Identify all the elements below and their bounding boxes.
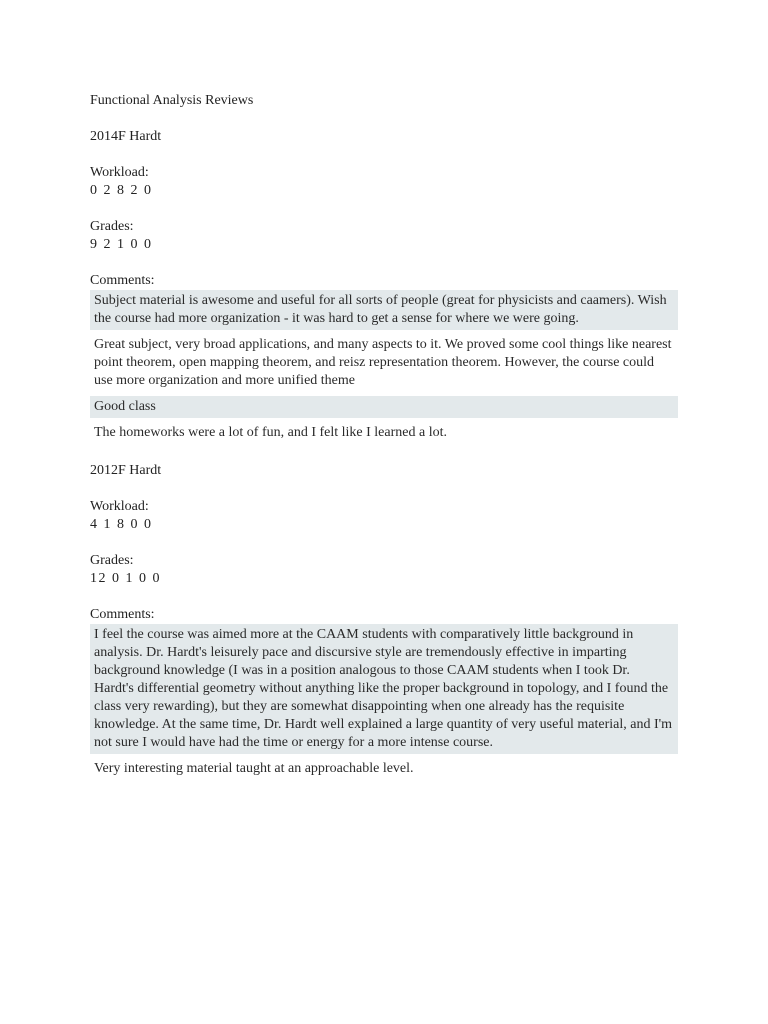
workload-field (90, 498, 678, 534)
grades-label: Grades: (90, 553, 134, 568)
comment-item: The homeworks were a lot of fun, and I felt like I learned a lot. (90, 422, 678, 444)
comment-item: I feel the course was aimed more at the CAAM students with comparatively little background in analysis. Dr. Hardt's leisurely pace and discursive style are tremendously effective in imparting background knowledge (I was in a position analogous to those CAAM students when I took Dr. Hardt's differential geometry without anything like the proper background in topology, and I found the class very rewarding), but they are somewhat disappointing when one already has the requisite knowledge. At the same time, Dr. Hardt well explained a large quantity of very useful material, and I'm not sure I would have had the time or energy for a more intense course. (90, 624, 678, 754)
course-section (90, 128, 678, 444)
workload-value: 0 2 8 2 0 (90, 183, 153, 198)
workload-value: 4 1 8 0 0 (90, 517, 153, 532)
grades-label: Grades: (90, 219, 134, 234)
workload-field (90, 164, 678, 200)
course-term: 2012F Hardt (90, 463, 162, 478)
workload-label: Workload: (90, 499, 149, 514)
comments-label: Comments: (90, 273, 155, 288)
comment-item: Good class (90, 396, 678, 418)
comment-item: Great subject, very broad applications, and many aspects to it. We proved some cool things like nearest point theorem, open mapping theorem, and reisz representation theorem. However, the course could use more organization and more unified theme (90, 334, 678, 392)
grades-value: 12 0 1 0 0 (90, 571, 161, 586)
course-term: 2014F Hardt (90, 129, 162, 144)
grades-value: 9 2 1 0 0 (90, 237, 153, 252)
document-page (90, 92, 678, 784)
comment-item: Subject material is awesome and useful for all sorts of people (great for physicists and caamers). Wish the course had more organization - it was hard to get a sense for where we were going. (90, 290, 678, 330)
workload-label: Workload: (90, 165, 149, 180)
course-section (90, 462, 678, 780)
comment-item: Very interesting material taught at an approachable level. (90, 758, 678, 780)
grades-field (90, 218, 678, 254)
comments-label: Comments: (90, 607, 155, 622)
document-title: Functional Analysis Reviews (90, 93, 254, 108)
grades-field (90, 552, 678, 588)
